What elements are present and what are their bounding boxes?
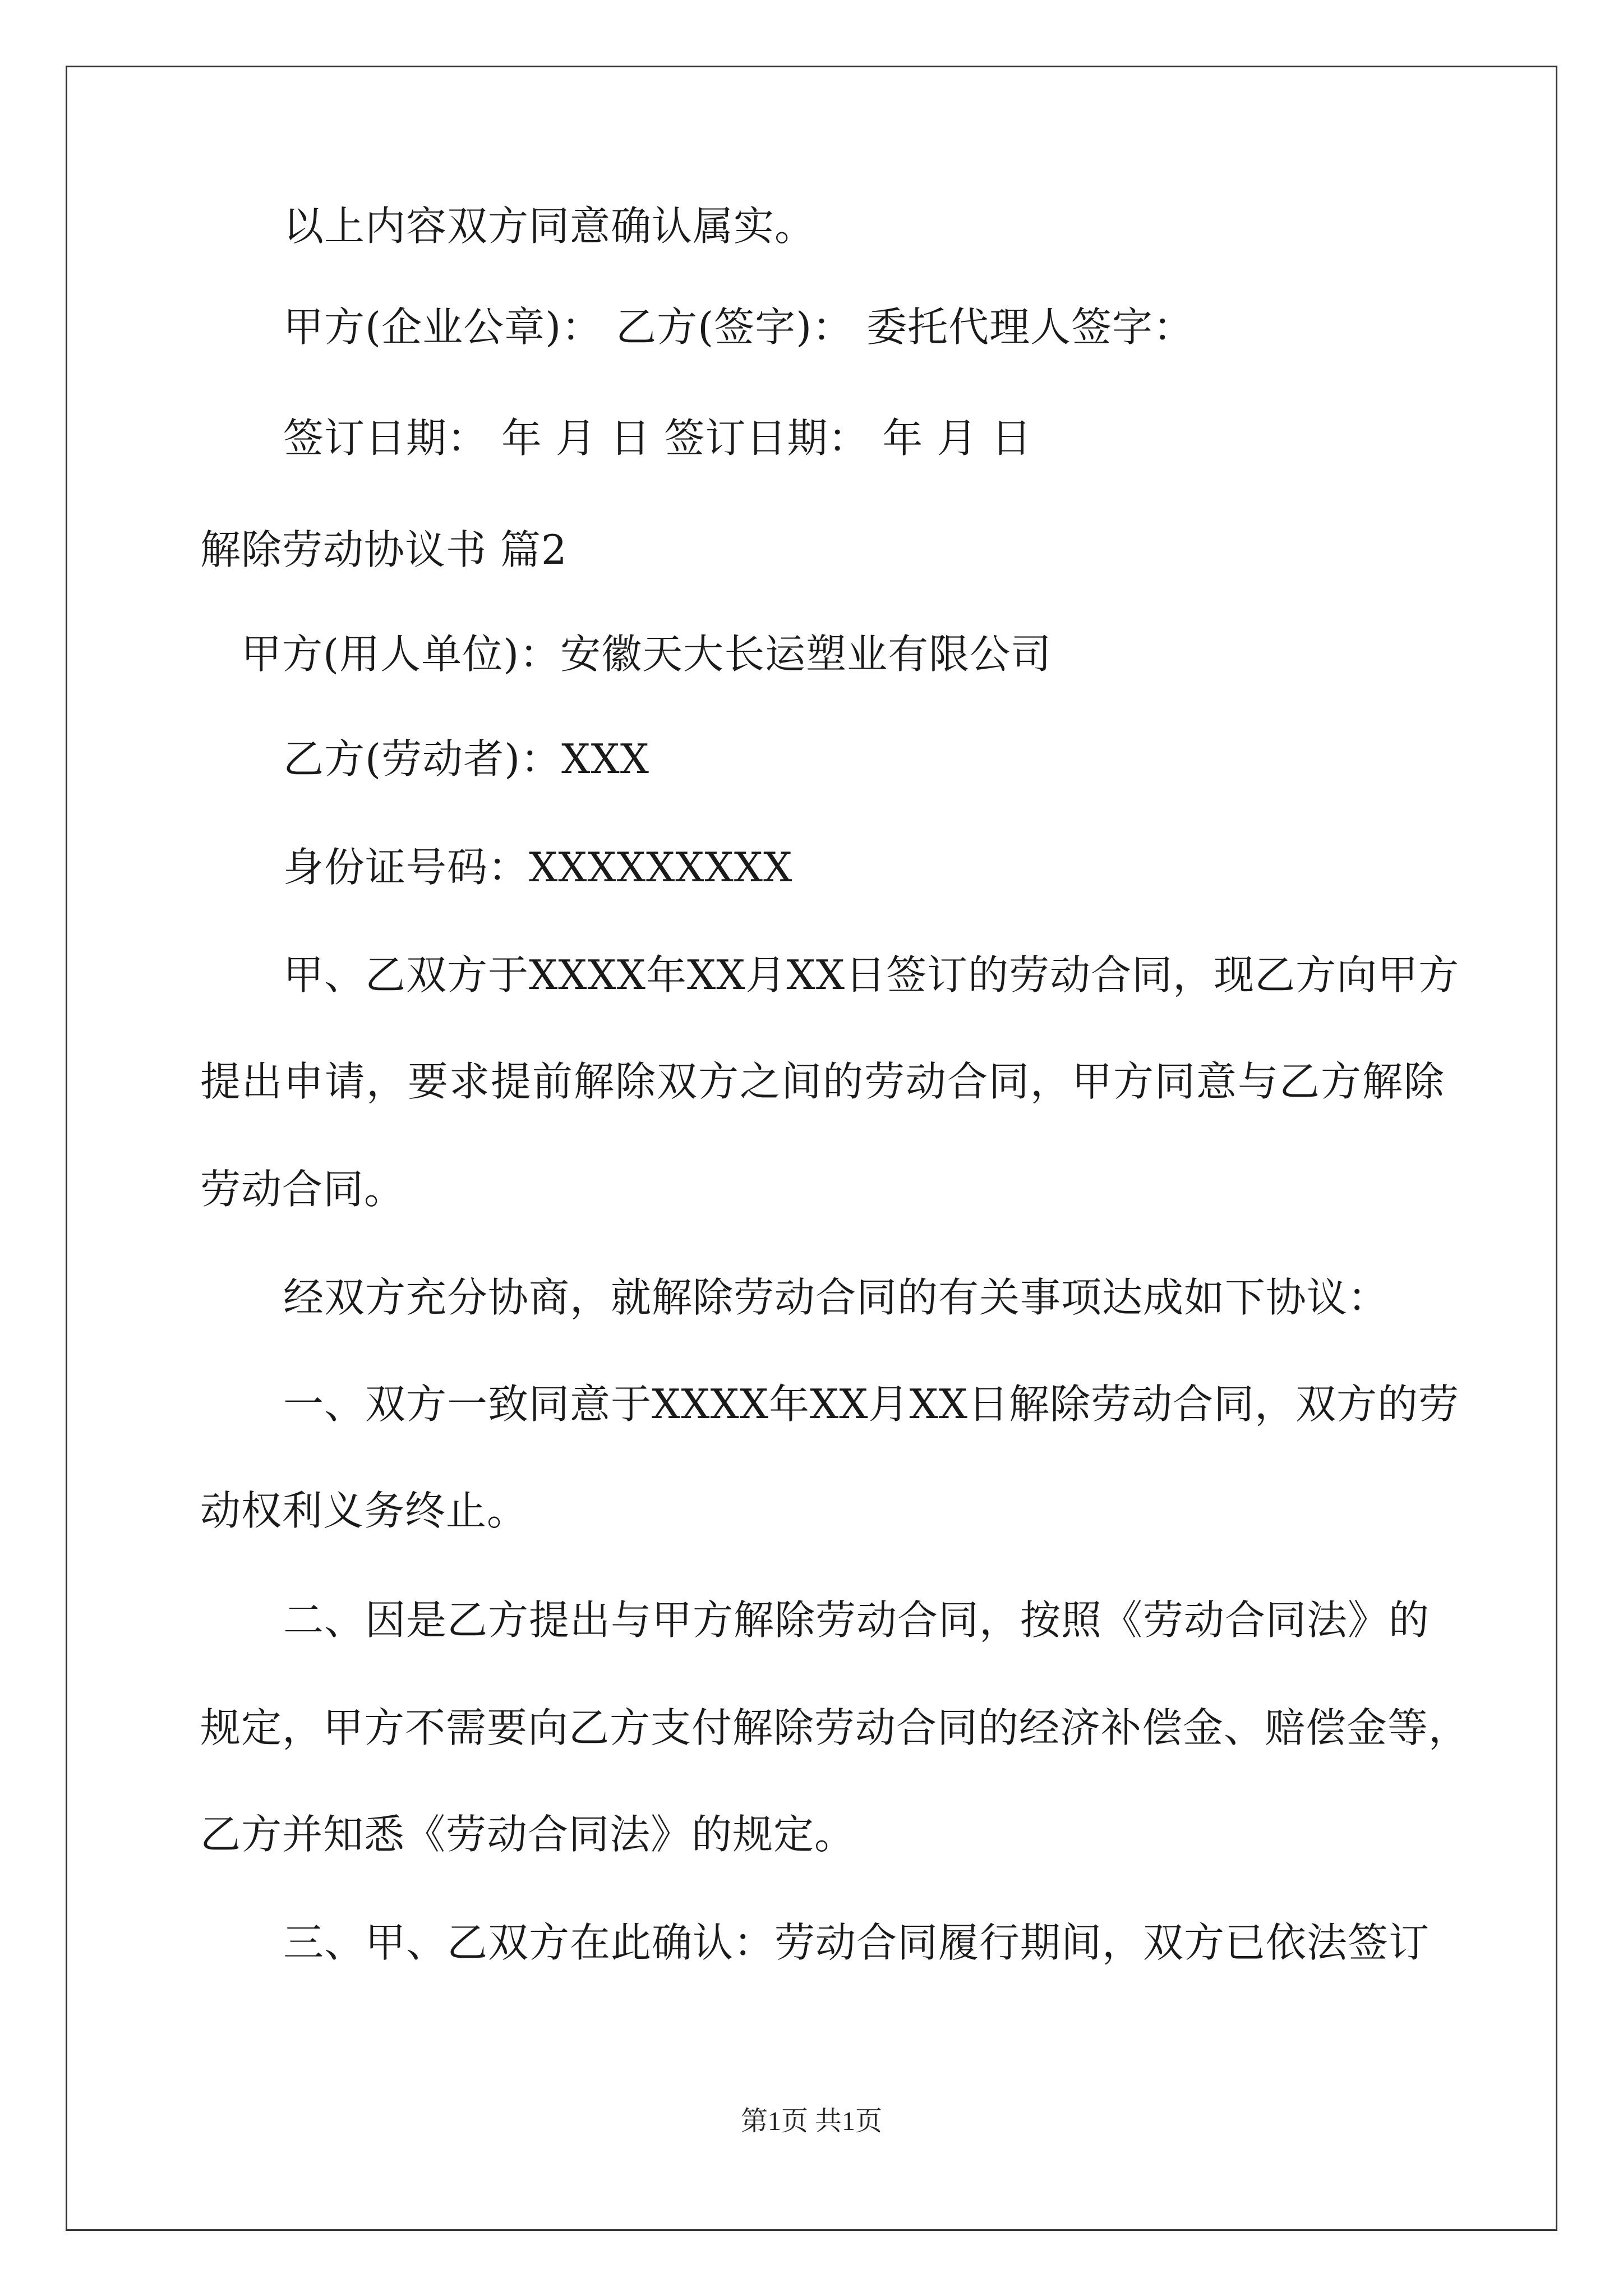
party-b-line: 乙方(劳动者)：XXX [283, 735, 649, 783]
paragraph-4-line-1: 二、因是乙方提出与甲方解除劳动合同，按照《劳动合同法》的 [283, 1596, 1430, 1644]
paragraph-5-line-1: 三、甲、乙双方在此确认：劳动合同履行期间，双方已依法签订 [283, 1919, 1430, 1966]
party-a-line: 甲方(用人单位)：安徽天大长运塑业有限公司 [241, 631, 1052, 678]
page-border [66, 66, 1557, 2231]
paragraph-1-line-3: 劳动合同。 [200, 1166, 405, 1213]
id-number-line: 身份证号码：XXXXXXXXX [283, 844, 793, 891]
paragraph-1-line-1: 甲、乙双方于XXXX年XX月XX日签订的劳动合同，现乙方向甲方 [283, 951, 1460, 999]
signing-date-line: 签订日期： 年 月 日 签订日期： 年 月 日 [283, 415, 1032, 462]
paragraph-2-line-1: 经双方充分协商，就解除劳动合同的有关事项达成如下协议： [283, 1274, 1389, 1321]
page-footer: 第1页 共1页 [740, 2106, 882, 2136]
section-heading: 解除劳动协议书 篇2 [200, 526, 568, 573]
paragraph-3-line-1: 一、双方一致同意于XXXX年XX月XX日解除劳动合同，双方的劳 [283, 1381, 1460, 1428]
confirmation-line: 以上内容双方同意确认属实。 [283, 203, 816, 250]
paragraph-4-line-3: 乙方并知悉《劳动合同法》的规定。 [200, 1811, 856, 1858]
paragraph-4-line-2: 规定，甲方不需要向乙方支付解除劳动合同的经济补偿金、赔偿金等， [200, 1704, 1470, 1751]
paragraph-3-line-2: 动权利义务终止。 [200, 1487, 528, 1534]
signature-parties-line: 甲方(企业公章)： 乙方(签字)： 委托代理人签字： [283, 303, 1195, 351]
paragraph-1-line-2: 提出申请，要求提前解除双方之间的劳动合同，甲方同意与乙方解除 [200, 1058, 1446, 1105]
